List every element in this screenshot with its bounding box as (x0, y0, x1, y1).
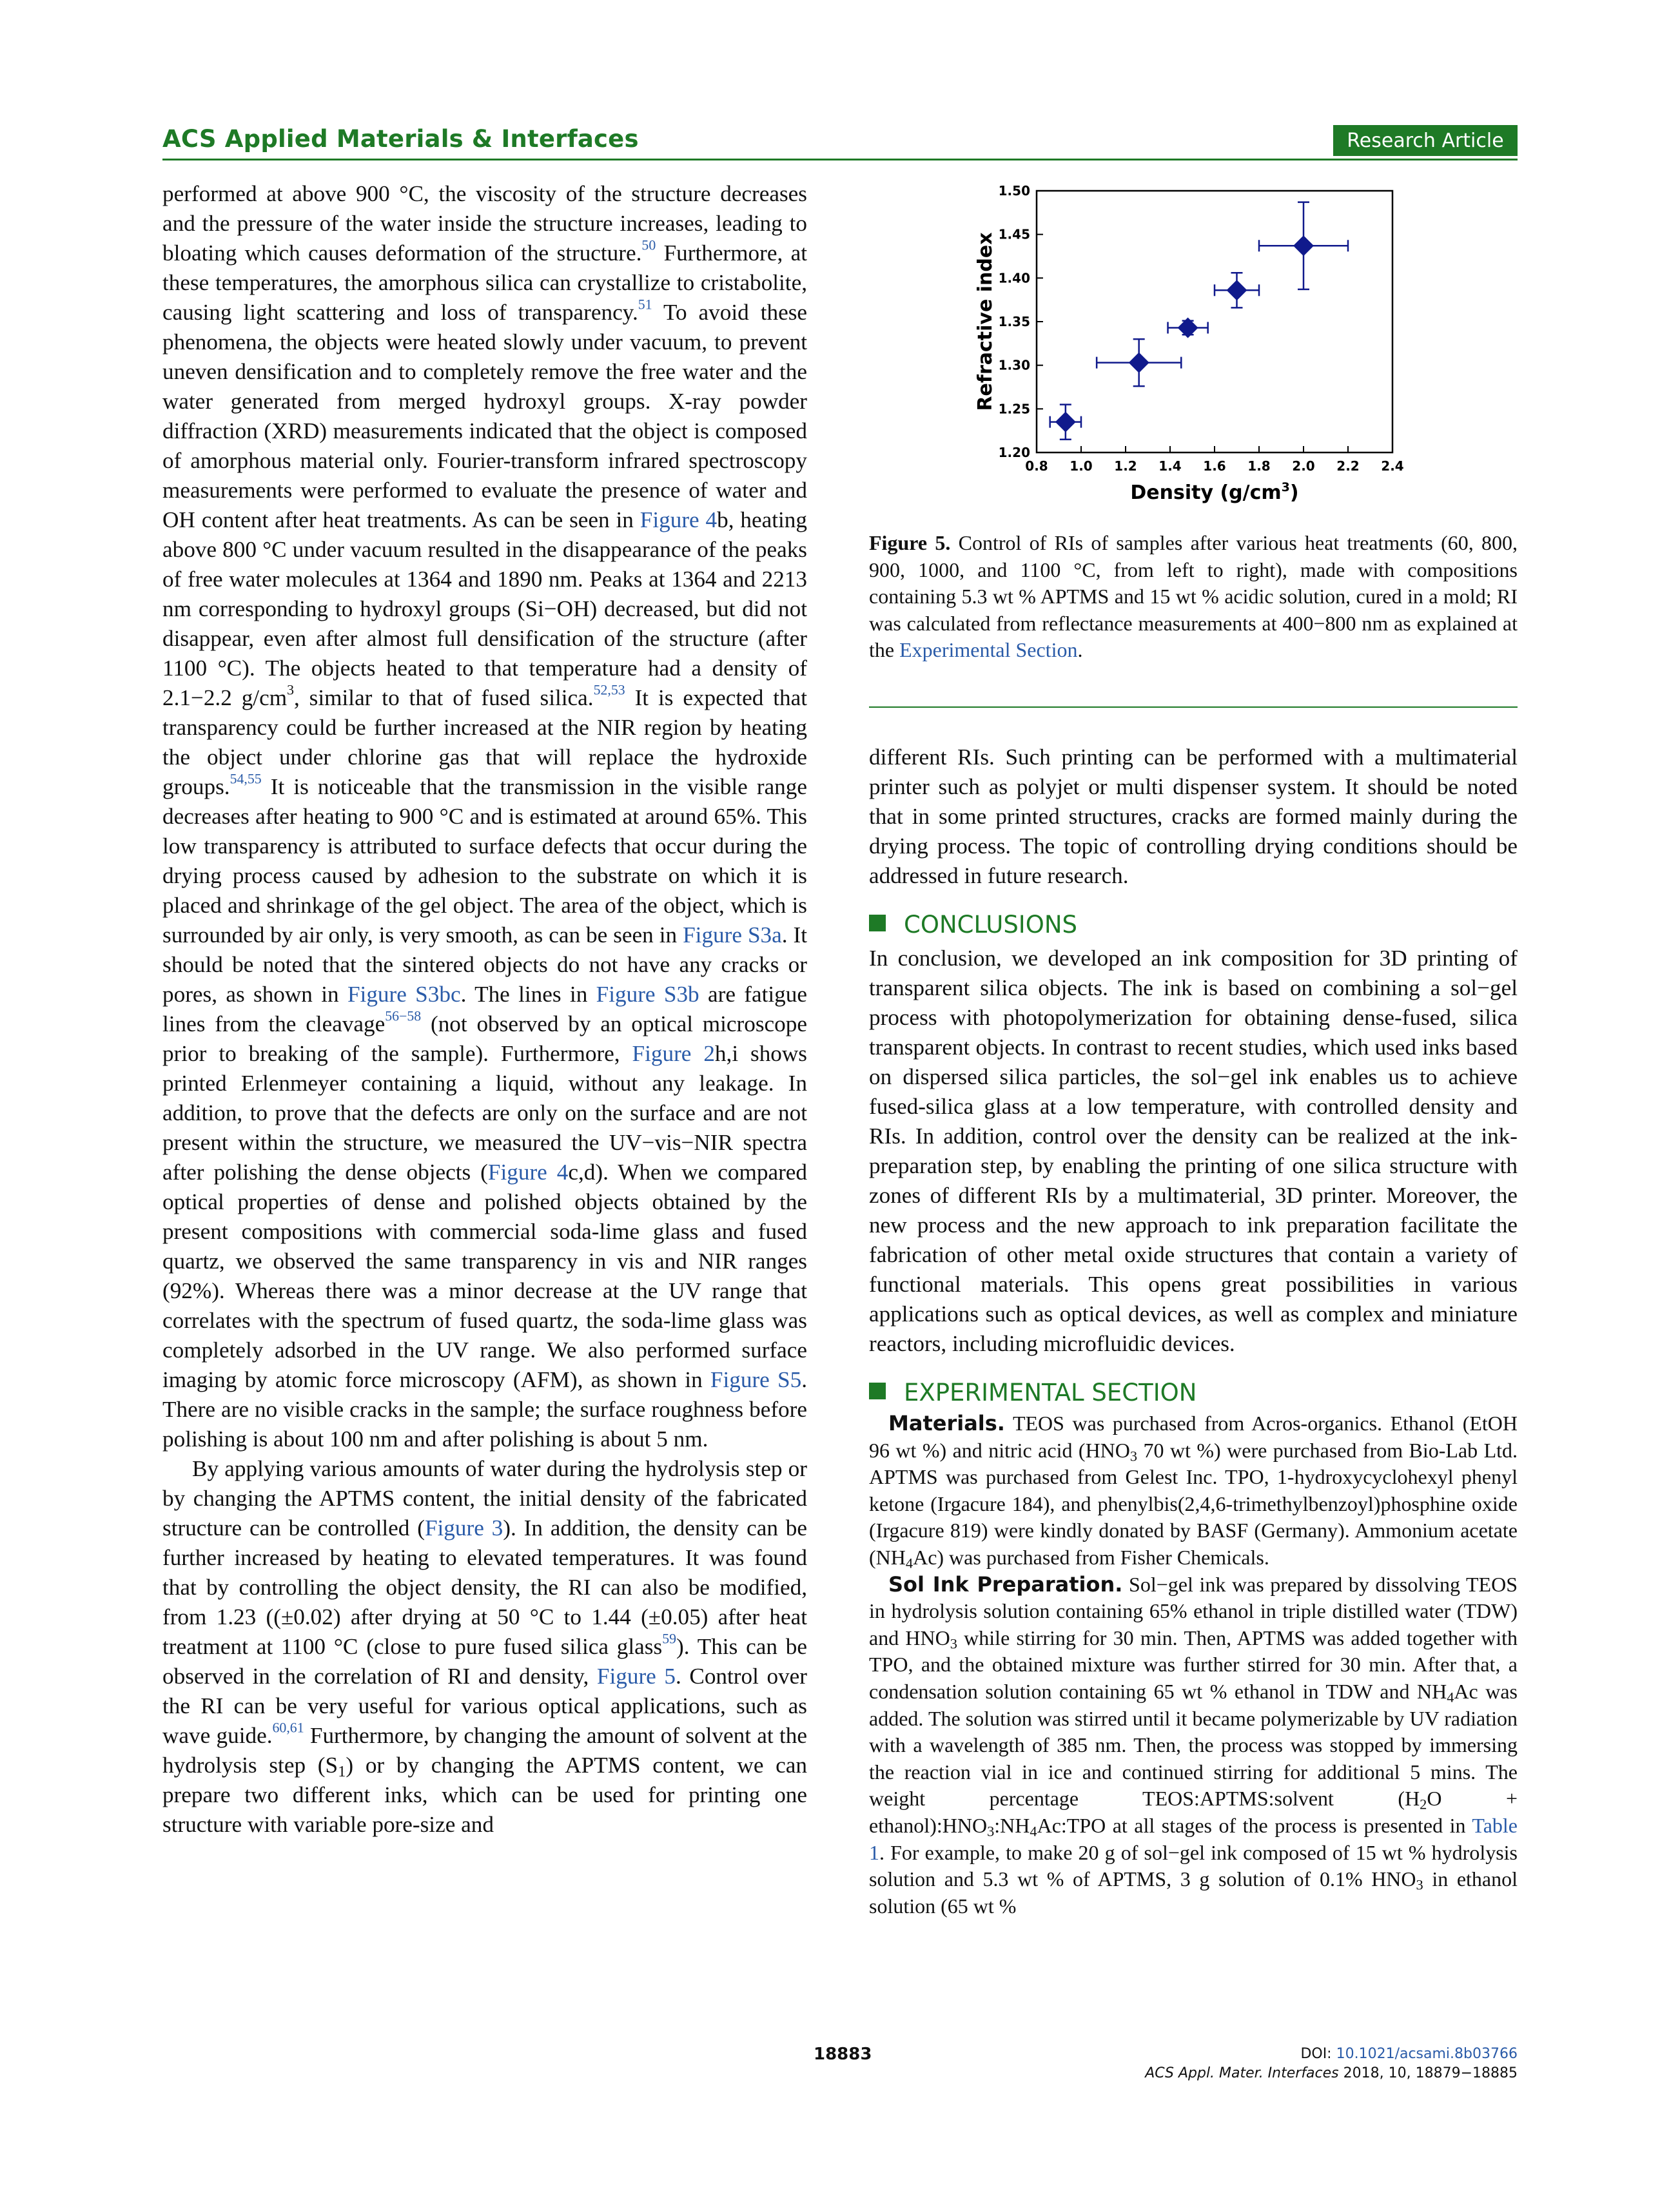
figure-link[interactable]: Figure S3bc (347, 982, 461, 1007)
paragraph-left-1: performed at above 900 °C, the viscosity of the structure decreases and the pressure of the water inside the structure increases, leading to bloating which causes deformation of the structure.$^{50}$ Furthermore, at these temperatures, the amorphous silica can crystallize to cristabolite, causing light scattering and loss of transparency.$^{51}$ To avoid these phenomena, the objects were heated slowly under vacuum, to prevent uneven densification and to completely remove the free water and the water generated from merged hydroxyl groups. X-ray powder diffraction (XRD) measurements indicated that the object is composed of amorphous material only. Fourier-transform infrared spectroscopy measurements were performed to evaluate the presence of water and OH content after heat treatments. As can be seen in Figure 4b, heating above 800 °C under vacuum resulted in the disappearance of the peaks of free water molecules at 1364 and 1890 nm. Peaks at 1364 and 2213 nm corresponding to hydroxyl groups (Si−OH) decreased, but did not disappear, even after almost full densification of the structure (after 1100 °C). The objects heated to that temperature had a density of 2.1−2.2 $g/cm^3$, similar to that of fused silica.$^{52,53}$ It is expected that transparency could be further increased at the NIR region by heating the object under chlorine gas that will replace the hydroxide groups.$^{54,55}$ It is noticeable that the transmission in the visible range decreases after heating to 900 °C and is estimated at around 65%. This low transparency is attributed to surface defects that occur during the drying process caused by adhesion to the substrate on which it is placed and shrinkage of the gel object. The area of the object, which is surrounded by air only, is very smooth, as can be seen in Figure S3a. It should be noted that the sintered objects do not have any cracks or pores, as shown in Figure S3bc. The lines in Figure S3b are fatigue lines from the cleavage$^{56-58}$ (not observed by an optical microscope prior to breaking of the sample). Furthermore, Figure 2h,i shows printed Erlenmeyer containing a liquid, without any leakage. In addition, to prove that the defects are only on the surface and are not present within the structure, we measured the UV−vis−NIR spectra after polishing the dense objects (Figure 4c,d). When we compared optical properties of dense and polished objects obtained by the present compositions with commercial soda-lime glass and fused quartz, we observed the same transparency in vis and NIR ranges (92%). Whereas there was a minor decrease at the UV range that correlates with the spectrum of fused quartz, the soda-lime glass was completely adsorbed in the UV range. We also performed surface imaging by atomic force microscopy (AFM), as shown in Figure S5. There are no visible cracks in the sample; the surface roughness before polishing is about 100 nm and after polishing is about 5 nm. (162, 181, 808, 1452)
y-tick-label: 1.30 (998, 357, 1030, 373)
experimental-section-link[interactable]: Experimental Section (899, 638, 1078, 661)
figure-link[interactable]: Figure S3a (683, 922, 782, 948)
left-column (162, 179, 807, 1840)
right-column (869, 743, 1518, 1920)
diamond-marker (1293, 235, 1314, 256)
x-tick-label: 2.4 (1381, 458, 1404, 474)
x-tick-label: 2.0 (1292, 458, 1315, 474)
figure-link[interactable]: Figure 2 (632, 1041, 715, 1066)
data-point (1050, 405, 1081, 440)
figure-link[interactable]: Figure 4 (640, 507, 718, 532)
y-tick-label: 1.50 (998, 183, 1030, 199)
diamond-marker (1178, 317, 1198, 338)
conclusions-heading: CONCLUSIONS (869, 910, 1518, 940)
y-tick-label: 1.20 (998, 445, 1030, 460)
figure-link[interactable]: Figure 4 (487, 1160, 569, 1185)
citation-ref[interactable]: 51 (638, 297, 652, 313)
paragraph-left-2: By applying various amounts of water during the hydrolysis step or by changing the APTMS content, the initial density of the fabricated structure can be controlled (Figure 3). In addition, the density can be further increased by heating to elevated temperatures. It was found that by controlling the object density, the RI can also be modified, from 1.23 ((±0.02) after drying at 50 °C to 1.44 (±0.05) after heat treatment at 1100 °C (close to pure fused silica glass$^{59}$). This can be observed in the correlation of RI and density, Figure 5. Control over the RI can be very useful for various optical applications, such as wave guide.$^{60,61}$ Furthermore, by changing the amount of solvent at the hydrolysis step $(S_1)$ or by changing the APTMS content, we can prepare two different inks, which can be used for printing one structure with variable pore-size and (162, 1456, 807, 1837)
y-tick-label: 1.45 (998, 226, 1030, 242)
y-tick-label: 1.35 (998, 314, 1030, 329)
x-tick-label: 1.6 (1203, 458, 1226, 474)
x-tick-label: 0.8 (1025, 458, 1048, 474)
journal-title: ACS Applied Materials & Interfaces (162, 125, 639, 153)
data-point (1259, 202, 1348, 289)
citation-ref[interactable]: 52,53 (593, 682, 625, 698)
citation-ref[interactable]: 56−58 (385, 1008, 422, 1024)
caption-label: Figure 5. (869, 531, 951, 554)
figure-link[interactable]: Figure S5 (710, 1367, 802, 1392)
citation-ref[interactable]: 60,61 (272, 1720, 304, 1736)
data-point (1097, 339, 1181, 386)
figure-link[interactable]: Figure S3b (596, 982, 699, 1007)
y-tick-label: 1.25 (998, 401, 1030, 417)
page-number: 18883 (814, 2045, 872, 2064)
y-axis-label: Refractive index (974, 232, 997, 411)
citation-ref[interactable]: 54,55 (230, 771, 262, 787)
plot-frame (1037, 191, 1392, 452)
data-point (1168, 317, 1208, 338)
citation-ref[interactable]: 50 (641, 237, 656, 253)
diamond-marker (1055, 412, 1076, 433)
conclusions-text: In conclusion, we developed an ink composition for 3D printing of transparent silica objects. The ink is based on combining a sol−gel process with photopolymerization for obtaining dense-fused, silica transparent objects. In contrast to recent studies, which used inks based on dispersed silica particles, the sol−gel ink enables us to achieve fused-silica glass at a low temperature, with controlled density and RIs. In addition, control over the density can be realized at the ink-preparation step, by enabling the printing of one silica structure with zones of different RIs by a multimaterial, 3D printer. Moreover, the new process and the new approach to ink preparation facilitate the fabrication of other metal oxide structures that contain a variety of functional materials. This opens great possibilities in various applications such as optical devices, as well as complex and miniature reactors, including microfluidic devices. (869, 946, 1518, 1356)
sol-ink-paragraph: Sol Ink Preparation. Sol−gel ink was prepared by dissolving TEOS in hydrolysis solution containing 65% ethanol in triple distilled water (TDW) and $HNO_3$ while stirring for 30 min. Then, APTMS was added together with TPO, and the obtained mixture was further stirred for 30 min. After that, a condensation solution containing 65 wt % ethanol in TDW and $NH_4Ac$ was added. The solution was stirred until it became polymerizable by UV radiation with a wavelength of 385 nm. Then, the process was stopped by immersing the reaction vial in ice and continued stirring for additional 5 mins. The weight percentage TEOS:APTMS:solvent ($H_2O$ + $ethanol):HNO_3:NH_4Ac:TPO$ at all stages of the process is presented in Table 1. For example, to make 20 g of sol−gel ink composed of 15 wt % hydrolysis solution and 5.3 wt % of APTMS, 3 g solution of 0.1% $HNO_3$ in ethanol solution (65 wt % (869, 1571, 1518, 1918)
diamond-marker (1227, 280, 1247, 300)
x-tick-label: 1.4 (1158, 458, 1182, 474)
x-axis-label: Density $(g/cm^3)$ (1130, 480, 1299, 504)
figure-caption: Figure 5. Control of RIs of samples after various heat treatments (60, 800, 900, 1000, and 1100 °C, from left to right), made with compositions containing 5.3 wt % APTMS and 15 wt % acidic solution, cured in a mold; RI was calculated from reflectance measurements at 400−800 nm as explained at the Experimental Section. (869, 531, 1518, 661)
paragraph-right-cont: different RIs. Such printing can be performed with a multimaterial printer such as polyjet or multi dispenser system. It should be noted that in some printed structures, cracks are formed mainly during the drying process. The topic of controlling drying conditions should be addressed in future research. (869, 744, 1518, 888)
x-tick-label: 2.2 (1336, 458, 1360, 474)
citation-ref[interactable]: 59 (662, 1631, 676, 1647)
y-tick-label: 1.40 (998, 270, 1030, 286)
caption-rule (869, 706, 1518, 708)
materials-paragraph: Materials. TEOS was purchased from Acros-organics. Ethanol (EtOH 96 wt %) and nitric acid ($HNO_3$ 70 wt %) were purchased from Bio-Lab Ltd. APTMS was purchased from Gelest Inc. TPO, 1-hydroxycyclohexyl phenyl ketone (Irgacure 184), and phenylbis(2,4,6-trimethylbenzoyl)phosphine oxide (Irgacure 819) were kindly donated by BASF (Germany). Ammonium acetate $(NH_4Ac)$ was purchased from Fisher Chemicals. (869, 1411, 1518, 1571)
experimental-body (869, 1410, 1518, 1920)
section-square-icon (869, 1383, 886, 1399)
experimental-heading: EXPERIMENTAL SECTION (869, 1378, 1518, 1408)
header-rule (162, 159, 1518, 160)
doi-link[interactable]: 10.1021/acsami.8b03766 (1336, 2046, 1518, 2062)
x-tick-label: 1.8 (1247, 458, 1271, 474)
diamond-marker (1129, 353, 1149, 373)
sol-ink-heading: Sol Ink Preparation. (888, 1571, 1123, 1597)
materials-heading: Materials. (888, 1411, 1005, 1435)
data-point (1215, 273, 1259, 307)
article-type-badge: Research Article (1333, 125, 1518, 156)
section-square-icon (869, 915, 886, 931)
x-tick-label: 1.2 (1114, 458, 1137, 474)
x-tick-label: 1.0 (1070, 458, 1093, 474)
figure-link[interactable]: Figure 3 (424, 1515, 503, 1541)
figure-link[interactable]: Figure 5 (596, 1664, 676, 1689)
figure-5-chart (967, 182, 1431, 520)
footer-citation: DOI: 10.1021/acsami.8b03766 ACS Appl. Mater. Interfaces 2018, 10, 18879−18885 (1145, 2046, 1518, 2081)
table-link[interactable]: Table 1 (869, 1813, 1518, 1864)
chart-svg (967, 182, 1431, 517)
